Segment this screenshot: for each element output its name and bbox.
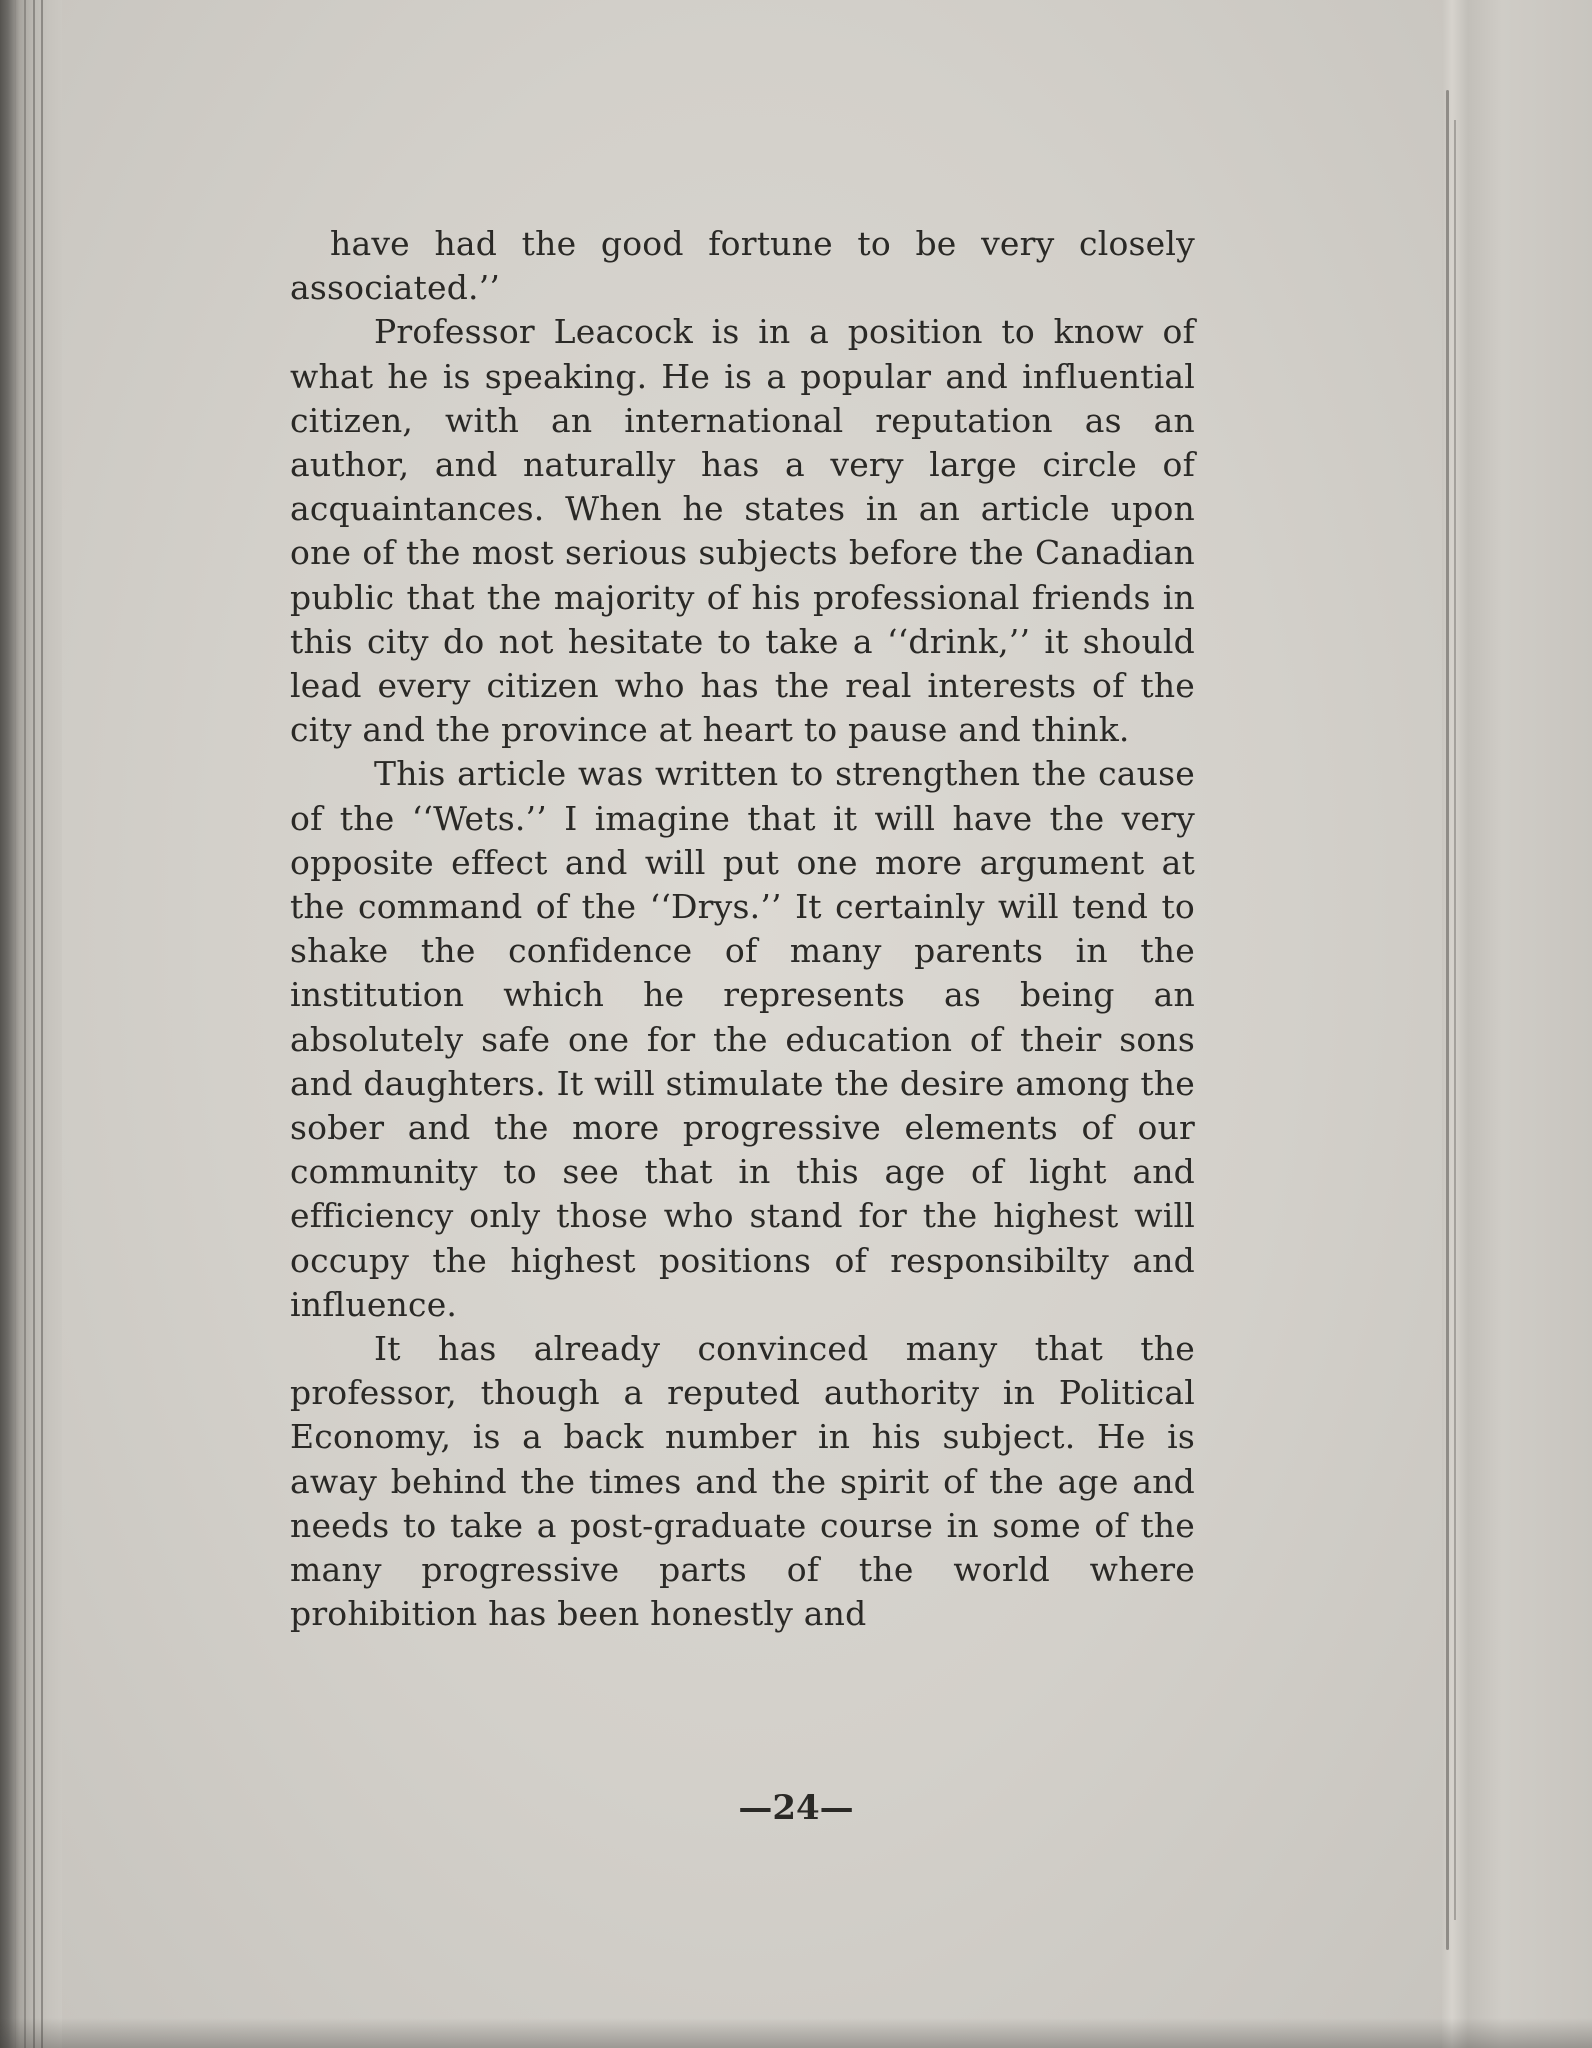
paragraph-4: It has already convinced many that the professor, though a reputed authority in Political Economy, is a back number in his subject. He is away behind the times and the spirit of the age and needs to take a post-graduate course in some of the many progressive parts of the world where prohibition has been honestly and [290, 1329, 1195, 1634]
binding-gutter [1442, 0, 1592, 2048]
paragraph-1: have had the good fortune to be very closely associated.’’ [290, 224, 1195, 308]
body-text [290, 222, 1195, 1637]
bottom-shadow [0, 2018, 1592, 2048]
paragraph-2: Professor Leacock is in a position to know of what he is speaking. He is a popular and influential citizen, with an international reputation as an author, and naturally has a very large circle of acquaintances. When he states in an article upon one of the most serious subjects before the Canadian public that the majority of his professional friends in this city do not hesitate to take a ‘‘drink,’’ it should lead every citizen who has the real interests of the city and the province at heart to pause and think. [290, 312, 1195, 750]
paragraph-3: This article was written to strengthen the cause of the ‘‘Wets.’’ I imagine that it will have the very opposite effect and will put one more argument at the command of the ‘‘Drys.’’ It certainly will tend to shake the confidence of many parents in the institution which he represents as being an absolutely safe one for the education of their sons and daughters. It will stimulate the desire among the sober and the more progressive elements of our community to see that in this age of light and efficiency only those who stand for the highest will occupy the highest positions of responsibilty and influence. [290, 754, 1195, 1324]
binding-stitch [1446, 90, 1449, 1950]
page-number: —24— [738, 1788, 854, 1828]
page-stack-edge [0, 0, 62, 2048]
binding-crease [1454, 120, 1456, 1920]
